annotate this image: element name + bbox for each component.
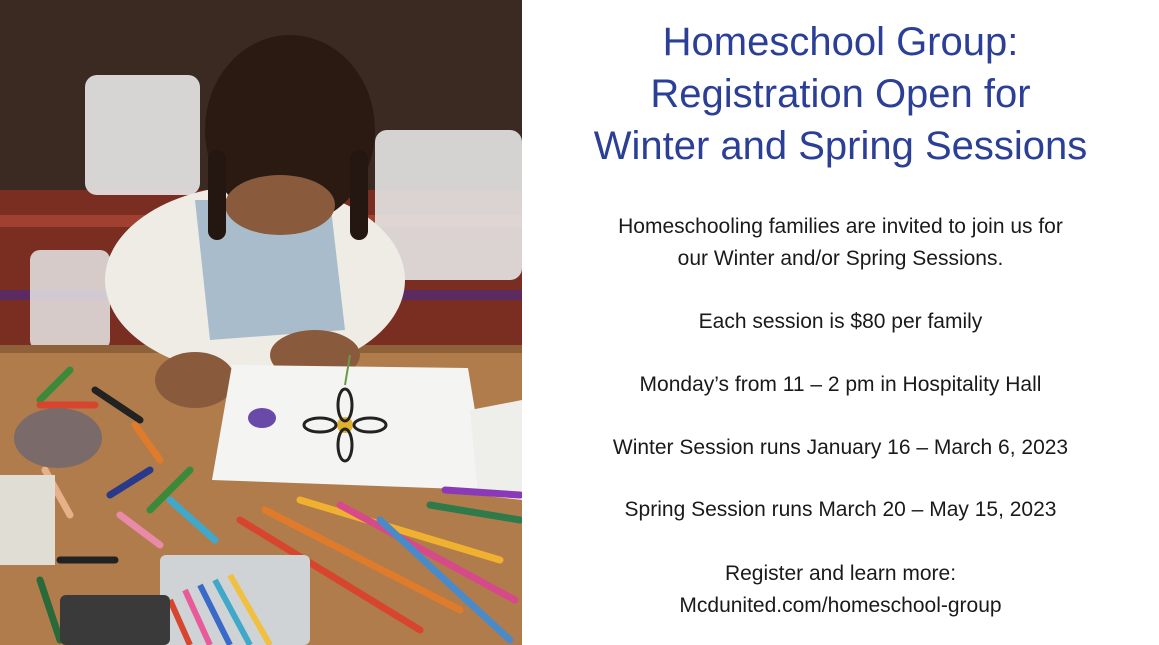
intro-line-1: Homeschooling families are invited to join us for (618, 215, 1063, 238)
register-url: Mcdunited.com/homeschool-group (679, 594, 1002, 617)
title-line-3: Winter and Spring Sessions (593, 124, 1088, 168)
announcement-panel (522, 0, 1159, 645)
spring-session-line: Spring Session runs March 20 – May 15, 2023 (624, 498, 1057, 521)
schedule-line: Monday’s from 11 – 2 pm in Hospitality Hall (639, 373, 1042, 396)
title-line-2: Registration Open for (650, 72, 1031, 116)
price-line: Each session is $80 per family (698, 310, 983, 333)
winter-session-line: Winter Session runs January 16 – March 6, 2023 (612, 436, 1069, 459)
register-line: Register and learn more: (724, 562, 957, 585)
child-drawing-photo (0, 0, 522, 645)
title-line-1: Homeschool Group: (662, 20, 1019, 64)
page-title (532, 16, 1149, 172)
intro-line-2: our Winter and/or Spring Sessions. (677, 247, 1004, 270)
